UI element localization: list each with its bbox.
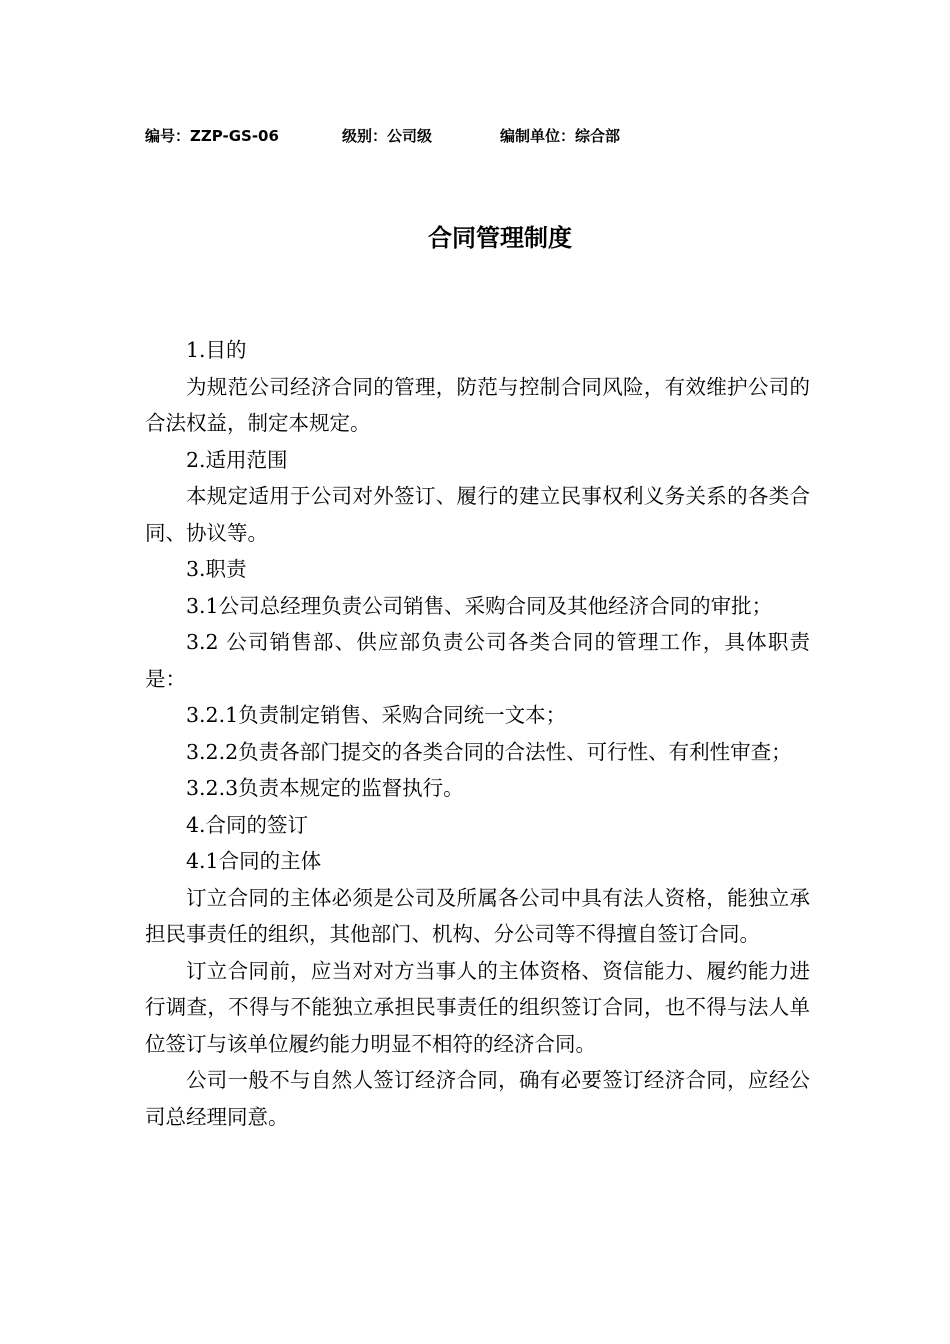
paragraph: 3.2 公司销售部、供应部负责公司各类合同的管理工作，具体职责是： xyxy=(145,630,810,691)
paragraph: 3.2.1负责制定销售、采购合同统一文本； xyxy=(186,703,567,727)
paragraph: 为规范公司经济合同的管理，防范与控制合同风险，有效维护公司的合法权益，制定本规定。 xyxy=(145,374,810,435)
paragraph: 3.2.3负责本规定的监督执行。 xyxy=(186,776,464,800)
section-heading: 3.职责 xyxy=(186,557,247,581)
document-title: 合同管理制度 xyxy=(428,224,572,252)
section-heading: 2.适用范围 xyxy=(186,447,288,472)
paragraph: 公司一般不与自然人签订经济合同，确有必要签订经济合同，应经公司总经理同意。 xyxy=(145,1068,810,1129)
subsection-heading: 4.1合同的主体 xyxy=(186,849,322,873)
section-heading: 4.合同的签订 xyxy=(186,812,309,837)
paragraph: 3.2.2负责各部门提交的各类合同的合法性、可行性、有利性审查； xyxy=(186,739,792,764)
paragraph: 3.1公司总经理负责公司销售、采购合同及其他经济合同的审批； xyxy=(186,593,773,618)
section-heading: 1.目的 xyxy=(186,338,247,362)
document-level: 级别：公司级 xyxy=(342,127,433,145)
document-code: 编号：ZZP-GS-06 xyxy=(145,127,279,145)
paragraph: 本规定适用于公司对外签订、履行的建立民事权利义务关系的各类合同、协议等。 xyxy=(145,484,810,545)
document-header xyxy=(145,124,845,148)
paragraph: 订立合同前，应当对对方当事人的主体资格、资信能力、履约能力进行调查，不得与不能独立承担民事责任的组织签订合同，也不得与法人单位签订与该单位履约能力明显不相符的经济合同。 xyxy=(145,958,810,1056)
document-body xyxy=(145,332,810,1135)
paragraph: 订立合同的主体必须是公司及所属各公司中具有法人资格，能独立承担民事责任的组织，其他部门、机构、分公司等不得擅自签订合同。 xyxy=(145,885,810,946)
document-unit: 编制单位：综合部 xyxy=(500,127,621,145)
